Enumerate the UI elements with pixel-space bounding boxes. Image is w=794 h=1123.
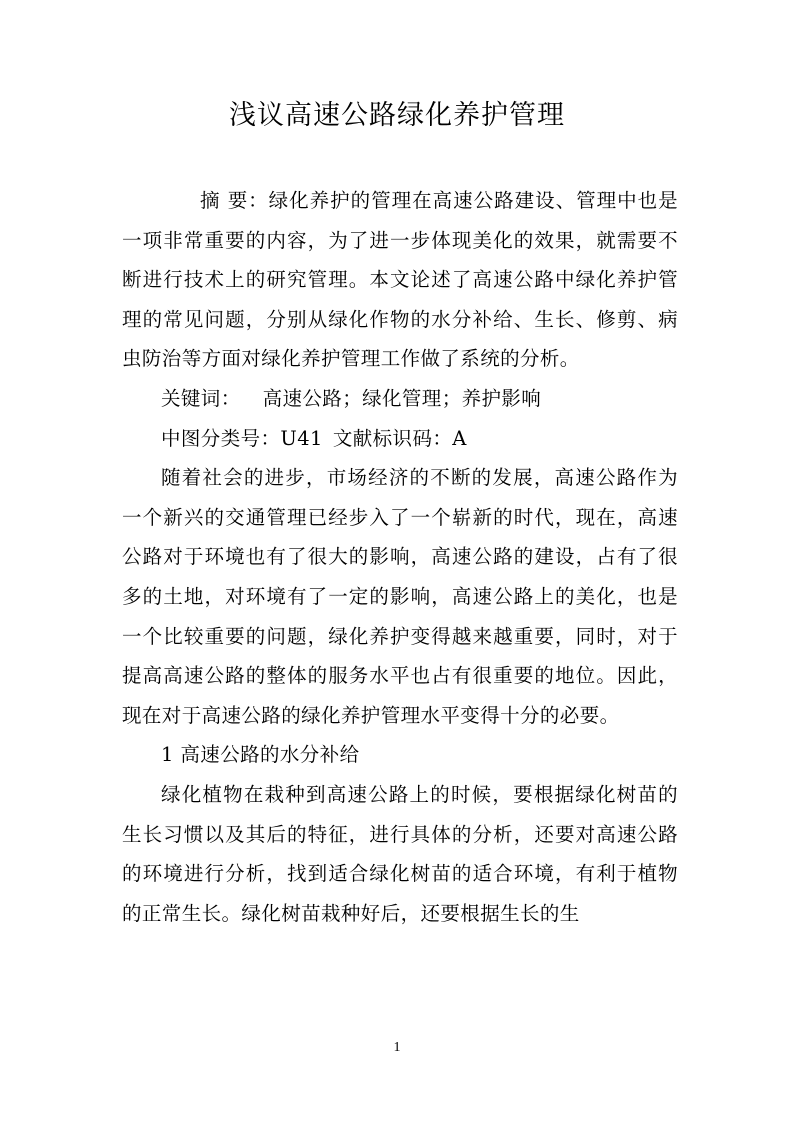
keywords-label: 关键词： — [161, 386, 241, 410]
keywords-line — [122, 379, 678, 419]
intro-paragraph: 随着社会的进步，市场经济的不断的发展，高速公路作为一个新兴的交通管理已经步入了一个崭新的时代，现在，高速公路对于环境也有了很大的影响，高速公路的建设，占有了很多的土地，对环境有了一定的影响，高速公路上的美化，也是一个比较重要的问题，绿化养护变得越来越重要，同时，对于提高高速公路的整体的服务水平也占有很重要的地位。因此，现在对于高速公路的绿化养护管理水平变得十分的必要。 — [122, 466, 678, 727]
abstract-paragraph: 摘 要：绿化养护的管理在高速公路建设、管理中也是一项非常重要的内容，为了进一步体现美化的效果，就需要不断进行技术上的研究管理。本文论述了高速公路中绿化养护管理的常见问题，分别从绿化作物的水分补给、生长、修剪、病虫防治等方面对绿化养护管理工作做了系统的分析。 — [122, 189, 678, 371]
classification-line — [122, 419, 678, 459]
document-body — [122, 181, 678, 933]
page-number: 1 — [393, 1040, 401, 1055]
document-code: 文献标识码：A — [332, 426, 467, 450]
section-1-paragraph: 绿化植物在栽种到高速公路上的时候，要根据绿化树苗的生长习惯以及其后的特征，进行具体的分析，还要对高速公路的环境进行分析，找到适合绿化树苗的适合环境，有利于植物的正常生长。绿化树苗栽种好后，还要根据生长的生 — [122, 782, 678, 925]
keywords-text: 高速公路；绿化管理；养护影响 — [262, 386, 542, 410]
document-title: 浅议高速公路绿化养护管理 — [229, 100, 565, 131]
section-1-heading: 1 高速公路的水分补给 — [161, 743, 360, 767]
classification-number: 中图分类号：U41 — [161, 426, 323, 450]
